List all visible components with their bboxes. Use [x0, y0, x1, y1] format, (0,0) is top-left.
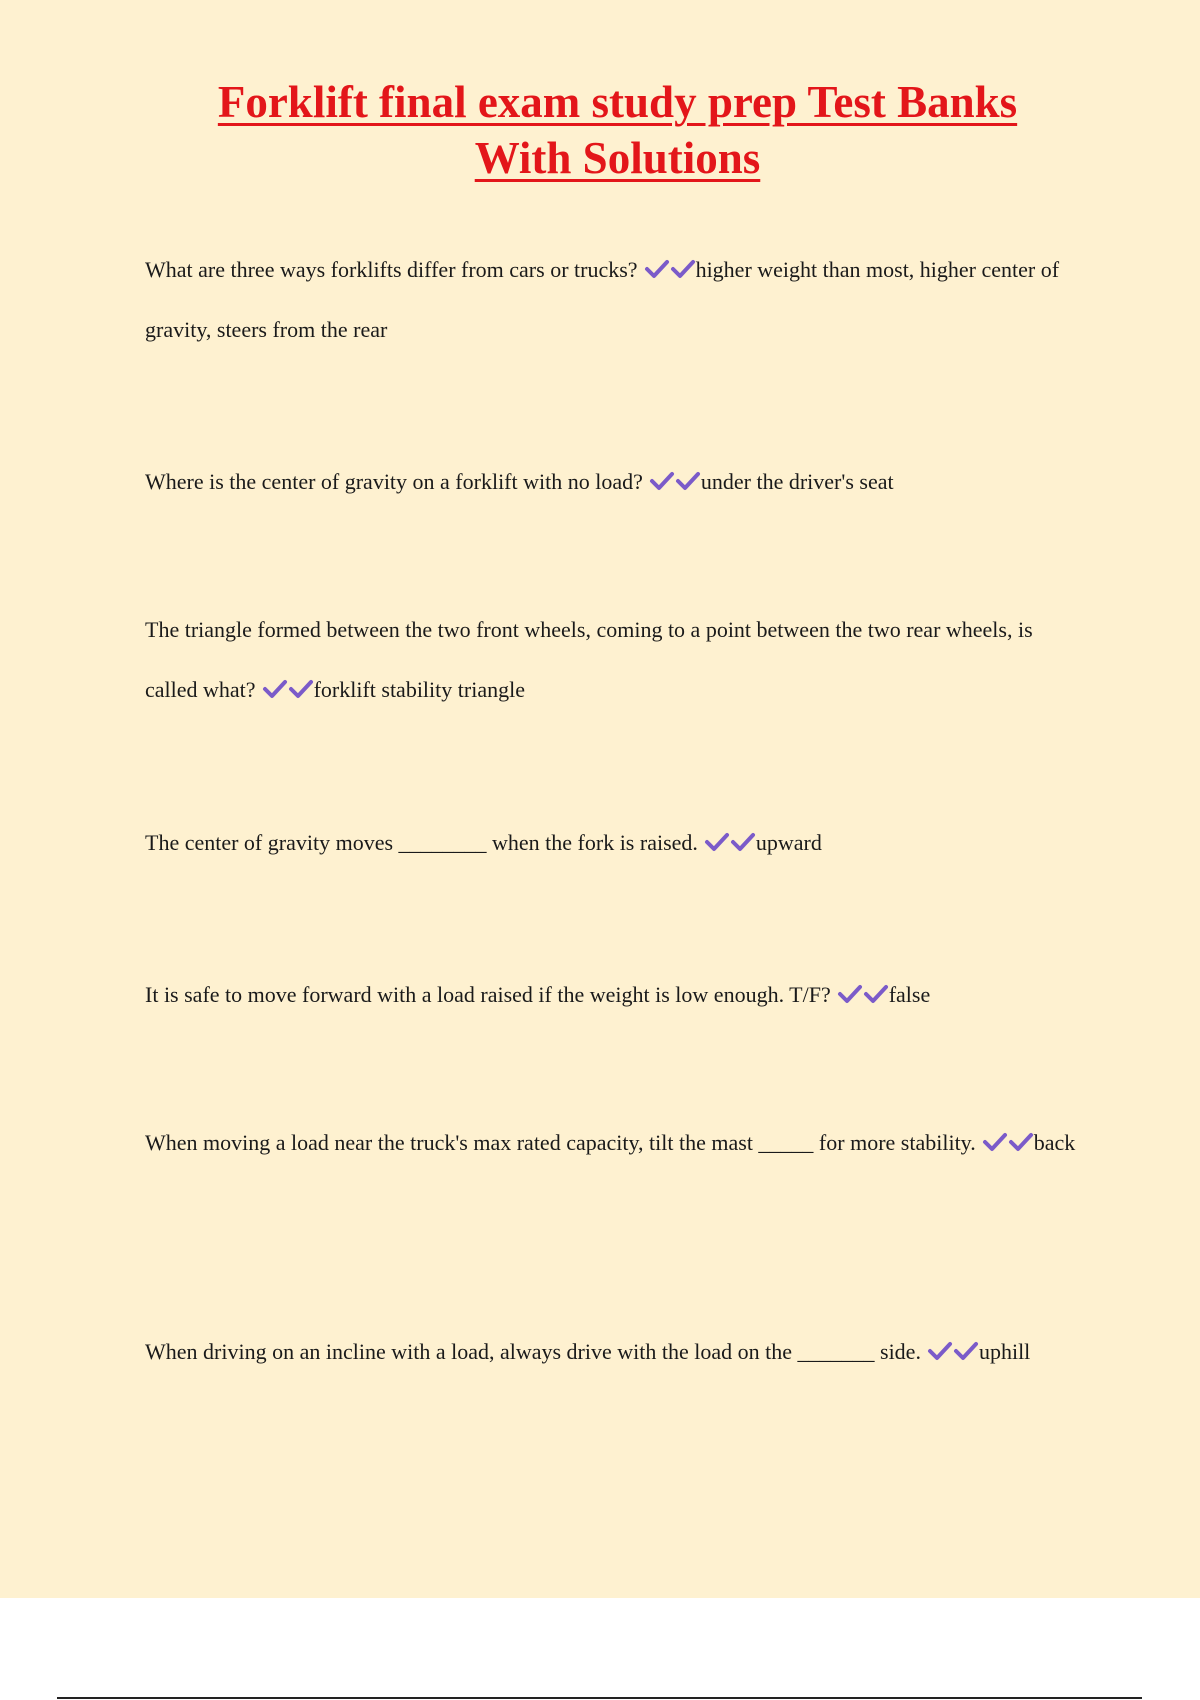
qa-item-5: [145, 965, 1080, 1025]
answer-checks: [704, 830, 756, 855]
qa-item-2: [145, 452, 1080, 512]
question-text: What are three ways forklifts differ from cars or trucks?: [145, 257, 638, 282]
checkmark-icon: [704, 831, 730, 853]
qa-item-3: [145, 600, 1080, 720]
qa-item-6: [145, 1113, 1080, 1173]
answer-text: higher weight than most, higher center of gravity, steers from the rear: [145, 257, 1060, 342]
question-text: The center of gravity moves ________ when the fork is raised.: [145, 830, 698, 855]
question-text: When moving a load near the truck's max rated capacity, tilt the mast _____ for more stability.: [145, 1130, 976, 1155]
question-text: The triangle formed between the two front wheels, coming to a point between the two rear wheels, is called what?: [145, 617, 1033, 702]
checkmark-icon: [730, 831, 756, 853]
answer-text: uphill: [978, 1339, 1031, 1364]
answer-text: under the driver's seat: [700, 469, 894, 494]
answer-checks: [649, 469, 701, 494]
answer-text: forklift stability triangle: [313, 677, 525, 702]
answer-checks: [262, 677, 314, 702]
qa-item-1: [145, 240, 1080, 360]
answer-checks: [644, 257, 696, 282]
qa-item-7: [145, 1322, 1080, 1382]
question-text: Where is the center of gravity on a forklift with no load?: [145, 469, 643, 494]
answer-checks: [837, 982, 889, 1007]
answer-checks: [927, 1339, 979, 1364]
footer-divider: [57, 1697, 1142, 1699]
checkmark-icon: [863, 983, 889, 1005]
answer-text: upward: [755, 830, 822, 855]
checkmark-icon: [837, 983, 863, 1005]
question-text: When driving on an incline with a load, always drive with the load on the _______ side.: [145, 1339, 921, 1364]
title-line-2: With Solutions: [474, 133, 761, 183]
checkmark-icon: [1008, 1131, 1034, 1153]
checkmark-icon: [649, 470, 675, 492]
checkmark-icon: [288, 678, 314, 700]
checkmark-icon: [982, 1131, 1008, 1153]
answer-text: back: [1033, 1130, 1076, 1155]
title-line-1: Forklift final exam study prep Test Banks: [217, 77, 1018, 127]
checkmark-icon: [262, 678, 288, 700]
question-text: It is safe to move forward with a load raised if the weight is low enough. T/F?: [145, 982, 831, 1007]
checkmark-icon: [644, 258, 670, 280]
checkmark-icon: [675, 470, 701, 492]
checkmark-icon: [953, 1340, 979, 1362]
qa-item-4: [145, 813, 1080, 873]
answer-text: false: [888, 982, 931, 1007]
answer-checks: [982, 1130, 1034, 1155]
checkmark-icon: [670, 258, 696, 280]
checkmark-icon: [927, 1340, 953, 1362]
document-title: [100, 74, 1135, 186]
